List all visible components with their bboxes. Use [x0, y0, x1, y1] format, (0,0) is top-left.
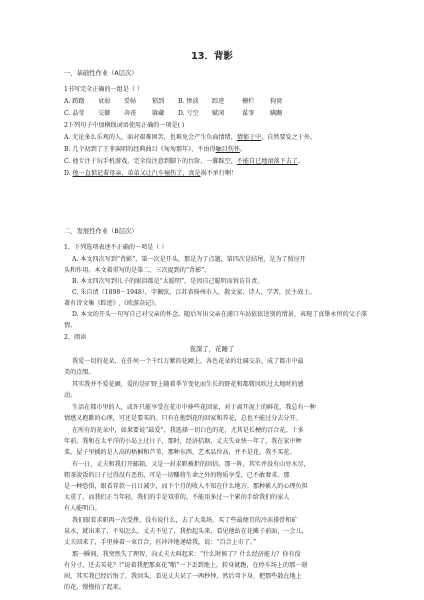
section1-heading: 一、基础性作业（A层次） [64, 70, 138, 77]
q1-stem: 1书写完全正确的一组是（ ） [64, 86, 143, 93]
q1-option-b-word4: 狗窝 [270, 98, 283, 105]
q2-option-d-text: D. [64, 170, 73, 177]
q1-option-c-word4: 躲藏 [152, 110, 165, 117]
story-line: 生活在都市里的人，或许只能享受在花市中捧些花回家，对于离开泥土的鲜花，我总有一种 [72, 404, 316, 411]
q2-option-d-end: 祸不单行啊！ [200, 170, 238, 177]
q2-option-d-underlined: 他一直惦记着母亲，弟弟又让汽车撞伤了，真是 [72, 170, 201, 177]
story-line: 泉水，就出来了，不知怎么，丈夫不见了，我抬起头来，看见他站在花摊子前面，一会儿， [64, 528, 308, 535]
q1-row2 [64, 110, 165, 118]
q1-option-c-word3: 奔丧 [124, 110, 137, 117]
story-line: 丈夫回来了，手里捧着一束百合，匹冲冲地递给我，说：“百合上市了。” [64, 539, 257, 546]
page-title: 13．背影 [191, 51, 233, 62]
s2-q1-line: 著有诗文集《踪迹》,《欧游杂记》。 [64, 300, 161, 307]
q2-option-d [64, 170, 237, 178]
q1-option-a-word2: 衰弱 [98, 98, 111, 105]
q1-row2b [178, 110, 283, 118]
s2-q1-stem: 1、下列选项表述不正确的一项是（ ） [64, 244, 168, 251]
q2-option-b-underlined: 触目伤怀 [215, 146, 240, 153]
story-title: 夜深了，花睡了 [189, 345, 235, 353]
story-line: 其实我并不爱花圃，爱的是旷野上随着季节变化而生长的野花和都微风吹过大地时的感 [72, 381, 304, 388]
s2-q1-line: D. 本文的开头一句写自己对父亲的怀念，随后写出父亲在浦口车站依依送别的情景，表现了真挚永恒的父子深 [72, 311, 367, 318]
q1-option-d-word1: D. 亏空 [178, 110, 199, 117]
story-line: 是一种恐惧，眼看存款一日日减少，而下个月的收入不知在什么地方。那种累人的心理负担 [64, 483, 308, 490]
q1-option-b-word3: 栅栏 [242, 98, 255, 105]
q1-option-d-word3: 谋事 [242, 110, 255, 117]
story-line: 有人能明白。 [64, 505, 101, 512]
story-line: 动。 [64, 392, 77, 399]
section2-heading: 二、发展性作业（B层次） [64, 228, 138, 235]
q1-option-c-word2: 交御 [98, 110, 111, 117]
q2-option-c [64, 158, 304, 166]
story-line: 间，其实我已经后悔了，我回头，看见丈夫呆了一两秒钟，然后弯下身，把那些散在地上 [64, 573, 302, 580]
s2-q1-line: C. 朱自清（1898－1948），字佩弦，江苏省扬州市人，散文家、诗人、学者，民主战士。 [72, 289, 316, 296]
q2-option-a-underlined: 情郁于中 [236, 134, 262, 141]
q1-option-a-word1: A. 踌躇 [64, 98, 85, 105]
s2-q2-stem: 2、阅读 [64, 334, 87, 341]
story-line: 那一瞬间，我突然失了理智，向丈夫大叫起来：“什么时候了？什么经济能力？你有没 [72, 551, 301, 558]
q2-option-a-text: A. 无论多么乐观的人，面对艰难困苦，也难免会产生负面情绪， [64, 134, 237, 141]
q1-option-d-word4: 蹒跚 [270, 110, 283, 117]
q1-option-d-word2: 赋闲 [212, 110, 225, 117]
story-line: 有一日，丈夫和我打开邮箱，又是一封求职被拒的回信。那一阵，其实并没有山穷水尽， [72, 461, 310, 468]
story-line: 情感又抱歉的心理，可还是要买的。只有在抱到花的回家和养花，总也不能过分去分开。 [64, 415, 302, 422]
q1-row1b [178, 98, 283, 106]
s2-q1-line: B. 本文四次写到儿子的眼泪都是“太聪明”，是因自己聪明而诉访自责。 [72, 278, 264, 285]
story-line: 有分寸，还去买花？!”说着我把那束花“啪”一下丢到地上，转身就跑，在停车场上的那一刻 [64, 562, 308, 569]
q2-option-a-end: ，自然要发之于外。 [261, 134, 317, 141]
q2-option-c-underlined: 不能自已地滚落下去了 [236, 158, 298, 165]
q2-option-a [64, 134, 316, 142]
q2-option-b-text: B. 几个初到了王菲演唱的经典曲目《匆匆那年》，不由得 [64, 146, 216, 153]
s2-q1-line: A. 本文四次写到“背影”，第一次是开头，那是为了点题，第四次是结尾，是为了照应开 [72, 256, 306, 263]
q2-option-b-end: 。 [239, 146, 247, 153]
story-line: 的花，慢慢拾了起来。 [64, 584, 125, 591]
q2-option-c-end: 。 [297, 158, 304, 165]
q1-option-c-word1: C. 晶莹 [64, 110, 85, 117]
story-line: 在所有的花朵中，如果要说“最爱”，我选择一切白色的花，尤其是长梗的百合花。十多 [72, 427, 304, 434]
story-line: 美的点缀。 [64, 369, 95, 376]
q1-option-b-word1: B. 惨淡 [178, 98, 199, 105]
story-line: 太重了，而我们正当年轻，我们的手是双重的。不能用多过一个累的手给我们的家人 [64, 494, 290, 501]
story-line: 年前，我和在太平洋的小岛上过日子，那时，经济拮据，丈夫失业快一年了，我在家中种 [64, 438, 302, 445]
q1-option-a-word4: 锁到 [152, 98, 165, 105]
story-line: 菜，屋子里插的是人高的梧桐和芦苇，那种东西，艺术品位高，并不是花。我不买花。 [64, 449, 296, 456]
q2-stem: 2下列句子中加横线词语使用正确的一项是( ) [64, 122, 185, 129]
s2-q1-line: 头和作用。本文着重写的是第二、三次提到的“背影”。 [64, 267, 211, 274]
q1-option-b-word2: 踪迹 [212, 98, 225, 105]
q2-option-b [64, 146, 246, 154]
story-line: 粗茶淡饭的日子过得没有恶伤，可是一切赚将生命之外的物质享受，已不敢奢求。那 [64, 472, 290, 479]
q1-option-a-word3: 妥帖 [124, 98, 137, 105]
q1-row1 [64, 98, 165, 106]
q2-option-c-text: C. 他专注于玩手机游戏，完全没注意到脚下的台阶，一脚踩空， [64, 158, 237, 165]
story-line: 我爱一切的花朵，在任何一个千红万紫的花圃上，各色花朵的壮阔交杂，成了都市中最 [72, 358, 304, 365]
story-line: 我们眼看求职再一次受挫，没有说什么，去了大菜场，买了些最便宜的冷冻排骨和矿 [72, 517, 298, 524]
s2-q1-line: 情。 [64, 322, 77, 329]
